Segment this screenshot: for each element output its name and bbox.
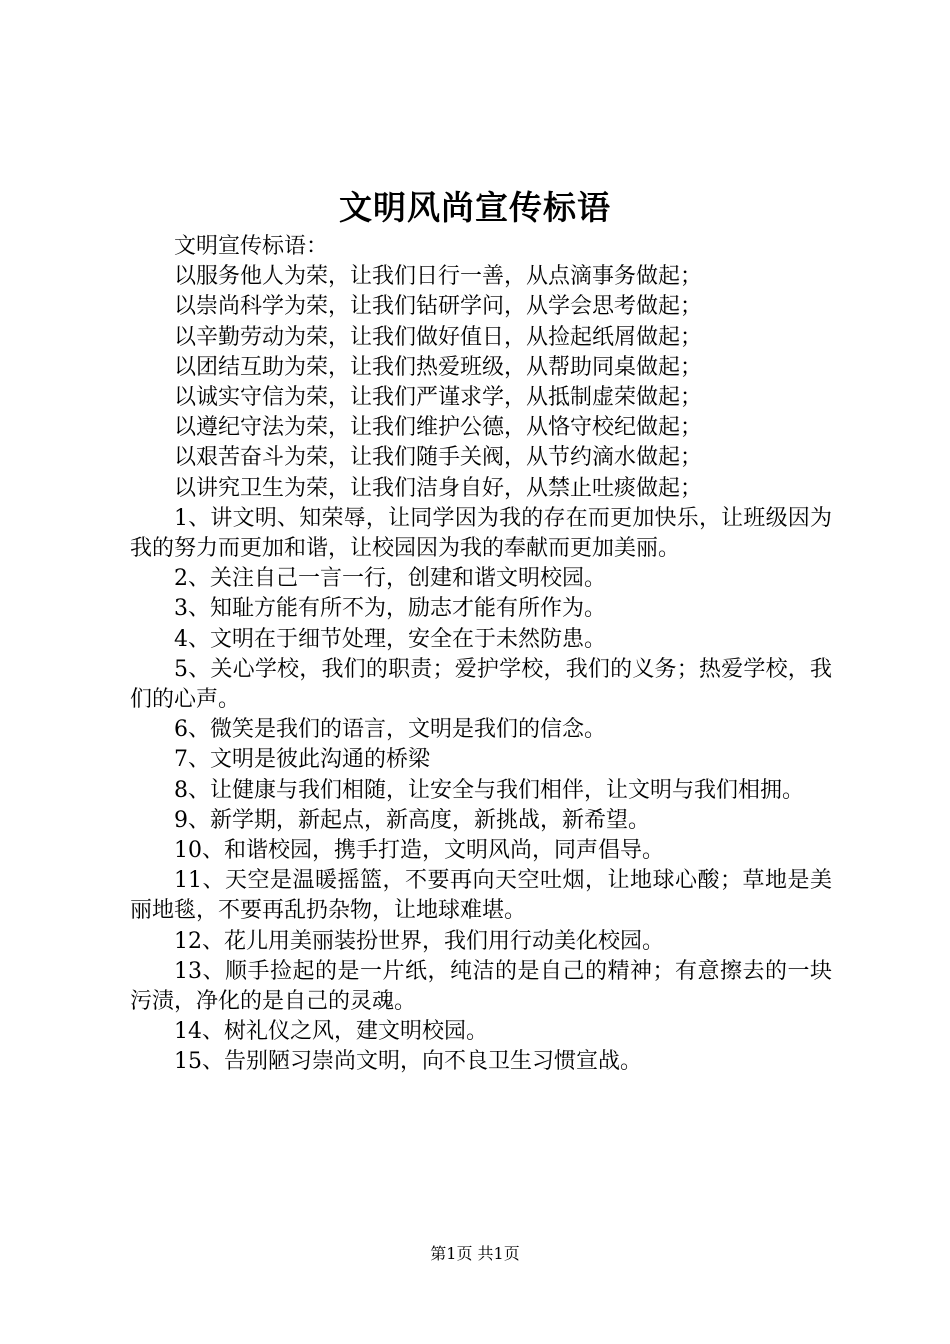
paragraph: 以团结互助为荣，让我们热爱班级，从帮助同桌做起； — [174, 354, 703, 380]
paragraph: 文明宣传标语： — [174, 234, 329, 259]
paragraph: 以艰苦奋斗为荣，让我们随手关阀，从节约滴水做起； — [174, 445, 703, 471]
paragraph: 9、新学期，新起点，新高度，新挑战，新希望。 — [174, 807, 650, 833]
paragraph: 10、和谐校园，携手打造，文明风尚，同声倡导。 — [174, 838, 664, 864]
paragraph: 7、文明是彼此沟通的桥梁 — [174, 747, 430, 773]
paragraph: 11、天空是温暖摇篮，不要再向天空吐烟，让地球心酸；草地是美丽地毯，不要再乱扔杂物，让地球难堪。 — [130, 868, 832, 924]
paragraph: 5、关心学校，我们的职责；爱护学校，我们的义务；热爱学校，我们的心声。 — [130, 656, 832, 713]
paragraph: 以辛勤劳动为荣，让我们做好值日，从捡起纸屑做起； — [174, 324, 703, 350]
paragraph: 以讲究卫生为荣，让我们洁身自好，从禁止吐痰做起； — [174, 475, 703, 501]
paragraph: 6、微笑是我们的语言，文明是我们的信念。 — [174, 717, 606, 743]
page-title: 文明风尚宣传标语 — [339, 188, 611, 227]
paragraph: 13、顺手捡起的是一片纸，纯洁的是自己的精神；有意擦去的一块污渍，净化的是自己的灵魂。 — [130, 958, 832, 1015]
paragraph: 3、知耻方能有所不为，励志才能有所作为。 — [174, 596, 606, 622]
paragraph: 15、告别陋习崇尚文明，向不良卫生习惯宣战。 — [174, 1049, 642, 1075]
paragraph: 2、关注自己一言一行，创建和谐文明校园。 — [174, 566, 606, 592]
paragraph: 4、文明在于细节处理，安全在于未然防患。 — [174, 626, 606, 652]
paragraph: 8、让健康与我们相随，让安全与我们相伴，让文明与我们相拥。 — [174, 777, 804, 803]
page-footer: 第1页 共1页 — [430, 1244, 520, 1263]
paragraph: 14、树礼仪之风，建文明校园。 — [174, 1019, 488, 1045]
paragraph: 12、花儿用美丽装扮世界，我们用行动美化校园。 — [174, 928, 664, 954]
paragraph: 1、讲文明、知荣辱，让同学因为我的存在而更加快乐，让班级因为我的努力而更加和谐，让校园因为我的奉献而更加美丽。 — [130, 505, 832, 562]
document-body — [130, 232, 832, 1078]
paragraph: 以诚实守信为荣，让我们严谨求学，从抵制虚荣做起； — [174, 385, 703, 411]
paragraph: 以崇尚科学为荣，让我们钻研学问，从学会思考做起； — [174, 294, 703, 320]
paragraph: 以服务他人为荣，让我们日行一善，从点滴事务做起； — [174, 264, 703, 290]
paragraph: 以遵纪守法为荣，让我们维护公德，从恪守校纪做起； — [174, 415, 703, 441]
